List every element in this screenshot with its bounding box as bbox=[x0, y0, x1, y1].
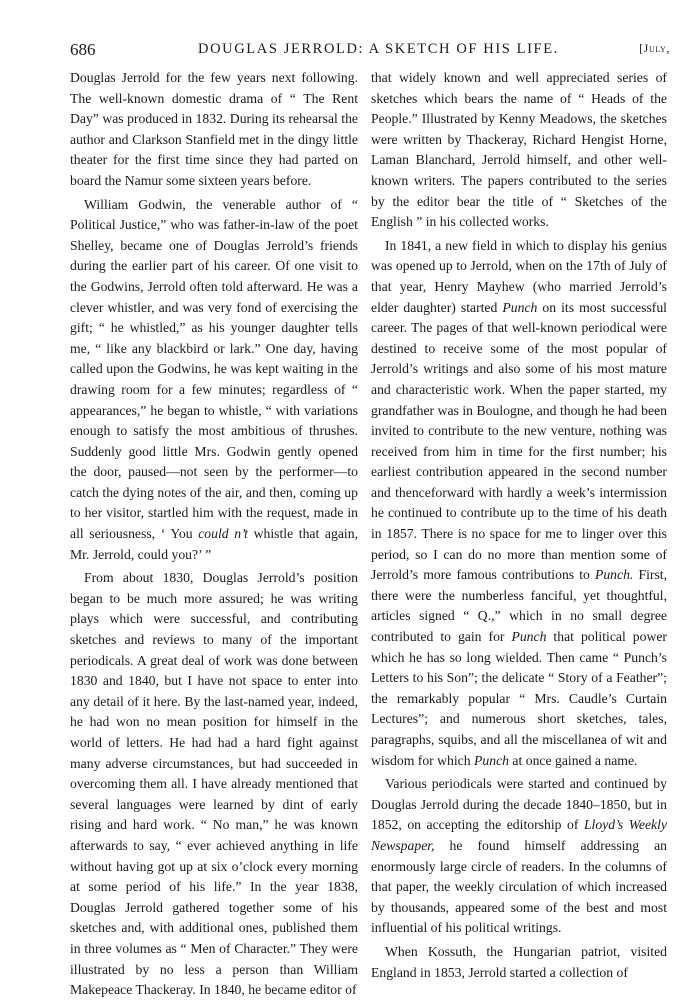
page-header bbox=[70, 40, 670, 62]
paragraph: In 1841, a new field in which to display his genius was opened up to Jerrold, when on the 17th of July of that year, Henry Mayhew (who married Jerrold’s elder daughter) started Punch on its most successful career. The pages of that well-known periodical were destined to receive some of the most popular of Jerrold’s writings and also some of his most mature and characteristic work. When the paper started, my grandfather was in Boulogne, and though he had been invited to contribute to the new venture, nothing was received from him in time for the first number; his earliest contribution appeared in the second number and thenceforward with hardly a week’s intermission he continued to contribute up to the time of his death in 1857. There is no space for me to linger over this period, so I can do no more than mention some of Jerrold’s more famous contributions to Punch. First, there were the numberless fanciful, yet thoughtful, articles signed “ Q.,” which in no small degree contributed to gain for Punch that political power which he has so long wielded. Then came “ Punch’s Letters to his Son”; the delicate “ Story of a Feather”; the remarkably popular “ Mrs. Caudle’s Curtain Lectures”; and numerous short sketches, tales, paragraphs, squibs, and all the miscellanea of wit and wisdom for which Punch at once gained a name. bbox=[371, 237, 667, 768]
emphasis: Punch bbox=[502, 299, 538, 315]
right-column bbox=[371, 68, 667, 983]
paragraph: When Kossuth, the Hungarian patriot, visited England in 1853, Jerrold started a collection of bbox=[371, 943, 667, 980]
emphasis: could n’t bbox=[198, 526, 248, 542]
emphasis: Lloyd’s Weekly Newspaper, bbox=[371, 817, 668, 853]
paragraph: From about 1830, Douglas Jerrold’s position began to be much more assured; he was writing plays which were successful, and contributing sketches and reviews to many of the important periodicals. A great deal of work was done between 1830 and 1840, but I have not space to enter into any detail of it here. By the last-named year, indeed, he had won no mean position for himself in the world of letters. He had had a hard fight against many adverse circumstances, but had succeeded in overcoming them all. I have already mentioned that several languages were learned by dint of early rising and hard work. “ No man,” he was known afterwards to say, “ ever achieved anything in life without having got up at six o’clock every morning at some period of his life.” In the year 1838, Douglas Jerrold gathered together some of his sketches and, with additional ones, published them in three volumes as “ Men of Character.” They were illustrated by no less a person than William Makepeace Thackeray. In 1840, he became editor of bbox=[70, 570, 358, 998]
paragraph: William Godwin, the venerable author of “ Political Justice,” who was father-in-law of the poet Shelley, became one of Douglas Jerrold’s friends during the earlier part of his career. Of one visit to the Godwins, Jerrold often told afterward. He was a clever whistler, and was very fond of exercising the gift; “ he whistled,” as his younger daughter tells me, “ like any blackbird or lark.” One day, having called upon the Godwins, he was kept waiting in the drawing room for a few minutes; regardless of “ appearances,” he began to whistle, “ with variations enough to satisfy the most ambitious of thrushes. Suddenly good little Mrs. Godwin gently opened the door, paused—not seen by the performer—to catch the dying notes of the air, and then, coming up to her visitor, startled him with the request, made in all seriousness, ‘ You could n’t whistle that again, Mr. Jerrold, could you?’ ” bbox=[70, 196, 358, 562]
emphasis: Punch bbox=[474, 752, 509, 768]
paragraph: Various periodicals were started and continued by Douglas Jerrold during the decade 1840–1850, but in 1852, on accepting the editorship of Lloyd’s Weekly Newspaper, he found himself addressing an enormously large circle of readers. In the columns of that paper, the weekly circulation of which increased by thousands, appeared some of the best and most influential of his political writings. bbox=[371, 776, 668, 936]
paragraph: that widely known and well appreciated series of sketches which bears the name of “ Heads of the People.” Illustrated by Kenny Meadows, the sketches were written by Thackeray, Richard Hengist Horne, Laman Blanchard, Jerrold himself, and other well-known writers. The papers contributed to the series by the editor bear the title of “ Sketches of the English ” in his collected works. bbox=[371, 70, 667, 230]
emphasis: Punch. bbox=[594, 567, 634, 583]
emphasis: Punch bbox=[511, 629, 547, 645]
running-title: DOUGLAS JERROLD: A SKETCH OF HIS LIFE. bbox=[198, 41, 559, 57]
left-column bbox=[70, 68, 358, 1001]
paragraph: Douglas Jerrold for the few years next following. The well-known domestic drama of “ The Rent Day” was produced in 1832. During its rehearsal the author and Clarkson Stanfield met in the dingy little theater for the first time since they had parted on board the Namur some sixteen years before. bbox=[70, 70, 358, 188]
issue-month: [July, bbox=[639, 41, 670, 55]
page-number: 686 bbox=[70, 40, 96, 59]
